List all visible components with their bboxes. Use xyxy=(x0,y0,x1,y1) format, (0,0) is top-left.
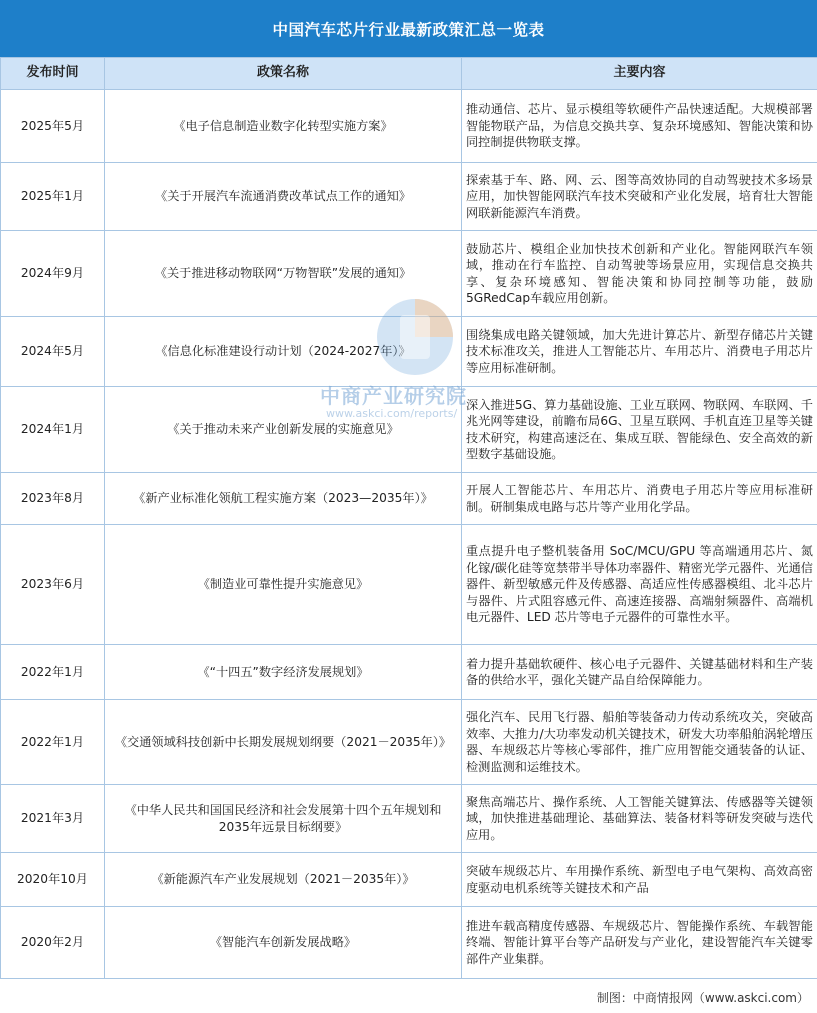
cell-name: 《新产业标准化领航工程实施方案（2023—2035年）》 xyxy=(105,473,462,525)
cell-content: 聚焦高端芯片、操作系统、人工智能关键算法、传感器等关键领域，加快推进基础理论、基础算法、装备材料等研发突破与迭代应用。 xyxy=(462,785,817,853)
cell-date: 2022年1月 xyxy=(1,645,105,700)
cell-content: 深入推进5G、算力基础设施、工业互联网、物联网、车联网、千兆光网等建设，前瞻布局6G、卫星互联网、手机直连卫星等关键技术研究，构建高速泛在、集成互联、智能绿色、安全高效的新型数字基础设施。 xyxy=(462,387,817,473)
cell-name: 《中华人民共和国国民经济和社会发展第十四个五年规划和2035年远景目标纲要》 xyxy=(105,785,462,853)
cell-name: 《关于推进移动物联网“万物智联”发展的通知》 xyxy=(105,231,462,317)
header-date: 发布时间 xyxy=(1,58,105,90)
cell-content: 突破车规级芯片、车用操作系统、新型电子电气架构、高效高密度驱动电机系统等关键技术和产品 xyxy=(462,853,817,907)
table-row xyxy=(1,90,817,163)
table-row xyxy=(1,907,817,979)
table-row xyxy=(1,163,817,231)
cell-date: 2025年5月 xyxy=(1,90,105,163)
cell-date: 2023年8月 xyxy=(1,473,105,525)
cell-content: 强化汽车、民用飞行器、船舶等装备动力传动系统攻关，突破高效率、大推力/大功率发动机关键技术，研发大功率船舶涡轮增压器、车规级芯片等核心零部件，推广应用智能交通装备的认证、检测监测和运维技术。 xyxy=(462,700,817,785)
watermark-url: www.askci.com/reports/ xyxy=(326,407,458,420)
cell-content: 推动通信、芯片、显示模组等软硬件产品快速适配。大规模部署智能物联产品，为信息交换共享、复杂环境感知、智能决策和协同控制提供物联支撑。 xyxy=(462,90,817,163)
cell-content: 围绕集成电路关键领域，加大先进计算芯片、新型存储芯片关键技术标准攻关，推进人工智能芯片、车用芯片、消费电子用芯片等应用标准研制。 xyxy=(462,317,817,387)
cell-date: 2025年1月 xyxy=(1,163,105,231)
cell-name: 《“十四五”数字经济发展规划》 xyxy=(105,645,462,700)
cell-date: 2020年2月 xyxy=(1,907,105,979)
cell-date: 2024年9月 xyxy=(1,231,105,317)
table-row xyxy=(1,473,817,525)
cell-date: 2024年5月 xyxy=(1,317,105,387)
cell-content: 推进车载高精度传感器、车规级芯片、智能操作系统、车载智能终端、智能计算平台等产品研发与产业化，建设智能汽车关键零部件产业集群。 xyxy=(462,907,817,979)
table-row xyxy=(1,317,817,387)
cell-name: 《电子信息制造业数字化转型实施方案》 xyxy=(105,90,462,163)
cell-name: 《关于推动未来产业创新发展的实施意见》 xyxy=(105,387,462,473)
table-row xyxy=(1,700,817,785)
cell-date: 2024年1月 xyxy=(1,387,105,473)
cell-name: 《关于开展汽车流通消费改革试点工作的通知》 xyxy=(105,163,462,231)
cell-content: 鼓励芯片、模组企业加快技术创新和产业化。智能网联汽车领域，推动在行车监控、自动驾驶等场景应用，实现信息交换共享、复杂环境感知、智能决策和协同控制等功能，鼓励5GRedCap车载应用创新。 xyxy=(462,231,817,317)
table-row xyxy=(1,645,817,700)
cell-content: 开展人工智能芯片、车用芯片、消费电子用芯片等应用标准研制。研制集成电路与芯片等产业用化学品。 xyxy=(462,473,817,525)
cell-name: 《交通领域科技创新中长期发展规划纲要（2021－2035年）》 xyxy=(105,700,462,785)
cell-name: 《信息化标准建设行动计划（2024-2027年）》 xyxy=(105,317,462,387)
table-row xyxy=(1,525,817,645)
header-row xyxy=(1,58,817,90)
watermark-text: 中商产业研究院 xyxy=(320,384,467,408)
cell-date: 2020年10月 xyxy=(1,853,105,907)
table-title: 中国汽车芯片行业最新政策汇总一览表 xyxy=(0,0,817,57)
header-content: 主要内容 xyxy=(462,58,817,90)
policy-table xyxy=(0,57,817,979)
table-row xyxy=(1,231,817,317)
cell-name: 《智能汽车创新发展战略》 xyxy=(105,907,462,979)
cell-content: 重点提升电子整机装备用 SoC/MCU/GPU 等高端通用芯片、氮化镓/碳化硅等宽禁带半导体功率器件、精密光学元器件、光通信器件、新型敏感元件及传感器、高适应性传感器模组、北斗芯片与器件、片式阻容感元件、高速连接器、高端射频器件、高端机电元器件、LED 芯片等电子元器件的可靠性水平。 xyxy=(462,525,817,645)
cell-content: 探索基于车、路、网、云、图等高效协同的自动驾驶技术多场景应用，加快智能网联汽车技术突破和产业化发展，培育壮大智能网联新能源汽车消费。 xyxy=(462,163,817,231)
table-row xyxy=(1,785,817,853)
table-row xyxy=(1,853,817,907)
cell-date: 2023年6月 xyxy=(1,525,105,645)
cell-date: 2021年3月 xyxy=(1,785,105,853)
header-name: 政策名称 xyxy=(105,58,462,90)
source-footer: 制图：中商情报网（www.askci.com） xyxy=(596,991,809,1005)
cell-name: 《新能源汽车产业发展规划（2021－2035年）》 xyxy=(105,853,462,907)
cell-date: 2022年1月 xyxy=(1,700,105,785)
cell-content: 着力提升基础软硬件、核心电子元器件、关键基础材料和生产装备的供给水平，强化关键产品自给保障能力。 xyxy=(462,645,817,700)
cell-name: 《制造业可靠性提升实施意见》 xyxy=(105,525,462,645)
